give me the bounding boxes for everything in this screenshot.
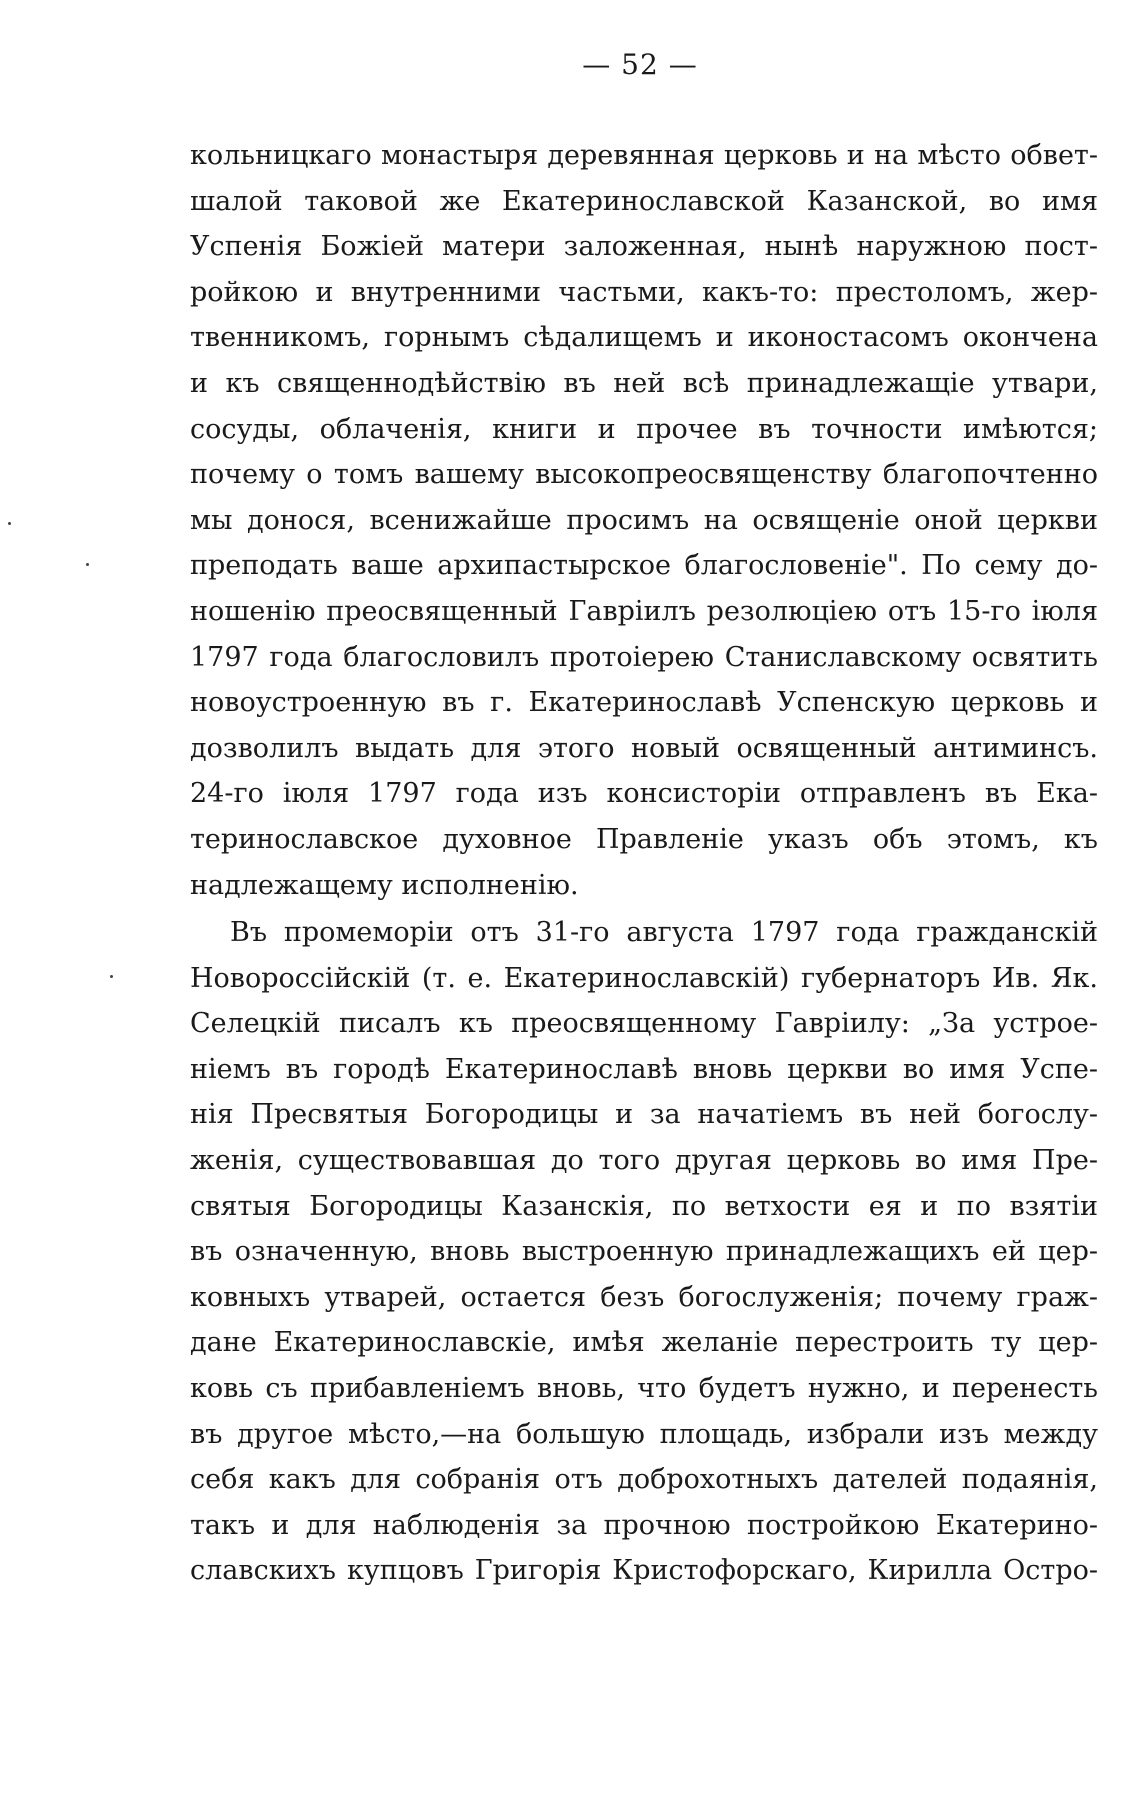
text-line: преподать ваше архипастырское благословеніе". По сему до- [190, 550, 1098, 582]
text-line: дане Екатеринославскіе, имѣя желаніе перестроить ту цер- [190, 1327, 1098, 1359]
text-line: въ другое мѣсто,—на большую площадь, избрали изъ между [190, 1418, 1098, 1450]
text-line: святыя Богородицы Казанскія, по ветхости ея и по взятіи [190, 1190, 1098, 1222]
text-line: твенникомъ, горнымъ сѣдалищемъ и иконостасомъ окончена [190, 322, 1098, 354]
text-line: нія Пресвятыя Богородицы и за начатіемъ въ ней богослу- [190, 1099, 1098, 1131]
page-number: — 52 — [582, 48, 698, 81]
text-line: 24-го іюля 1797 года изъ консисторіи отправленъ въ Ека- [190, 778, 1098, 810]
text-line: новоустроенную въ г. Екатеринославѣ Успенскую церковь и [190, 687, 1098, 719]
scan-speck [86, 563, 89, 566]
text-line: почему о томъ вашему высокопреосвященству благопочтенно [190, 459, 1098, 491]
paragraph [190, 910, 1098, 1594]
text-line: ніемъ въ городѣ Екатеринославѣ вновь церкви во имя Успе- [190, 1053, 1098, 1085]
text-line: Новороссійскій (т. е. Екатеринославскій) губернаторъ Ив. Як. [190, 962, 1098, 994]
scan-speck [8, 522, 11, 525]
paragraph [190, 133, 1098, 908]
text-line: кольницкаго монастыря деревянная церковь и на мѣсто обвет- [190, 140, 1098, 171]
text-line: славскихъ купцовъ Григорія Кристофорскаго, Кирилла Остро- [190, 1555, 1098, 1587]
text-line: сосуды, облаченія, книги и прочее въ точности имѣются; [190, 413, 1098, 445]
text-line: женія, существовавшая до того другая церковь во имя Пре- [190, 1145, 1098, 1177]
text-line: Въ промеморіи отъ 31-го августа 1797 года гражданскій [230, 917, 1098, 949]
text-line: ройкою и внутренними частьми, какъ-то: престоломъ, жер- [190, 276, 1098, 308]
text-line: надлежащему исполненію. [190, 869, 579, 901]
text-line: въ означенную, вновь выстроенную принадлежащихъ ей цер- [190, 1236, 1098, 1268]
text-line: и къ священнодѣйствію въ ней всѣ принадлежащіе утвари, [190, 367, 1098, 399]
scan-speck [110, 975, 113, 978]
text-line: Успенія Божіей матери заложенная, нынѣ наружною пост- [190, 231, 1098, 263]
text-line: Селецкій писалъ къ преосвященному Гавріилу: „За устрое- [190, 1008, 1098, 1040]
text-line: теринославское духовное Правленіе указъ объ этомъ, къ [190, 823, 1098, 855]
text-line: 1797 года благословилъ протоіерею Станиславскому освятить [190, 641, 1098, 673]
text-line: мы донося, всенижайше просимъ на освященіе оной церкви [190, 504, 1098, 536]
text-line: шалой таковой же Екатеринославской Казанской, во имя [190, 185, 1098, 217]
text-line: ковныхъ утварей, остается безъ богослуженія; почему граж- [190, 1281, 1098, 1313]
text-line: такъ и для наблюденія за прочною постройкою Екатерино- [190, 1509, 1098, 1541]
text-line: ковь съ прибавленіемъ вновь, что будетъ нужно, и перенесть [190, 1373, 1098, 1405]
text-line: ношенію преосвященный Гавріилъ резолюціею отъ 15-го іюля [190, 595, 1098, 627]
body-text [190, 133, 1098, 1594]
text-line: себя какъ для собранія отъ доброхотныхъ дателей подаянія, [190, 1464, 1098, 1496]
text-line: дозволилъ выдать для этого новый освященный антиминсъ. [190, 732, 1098, 764]
